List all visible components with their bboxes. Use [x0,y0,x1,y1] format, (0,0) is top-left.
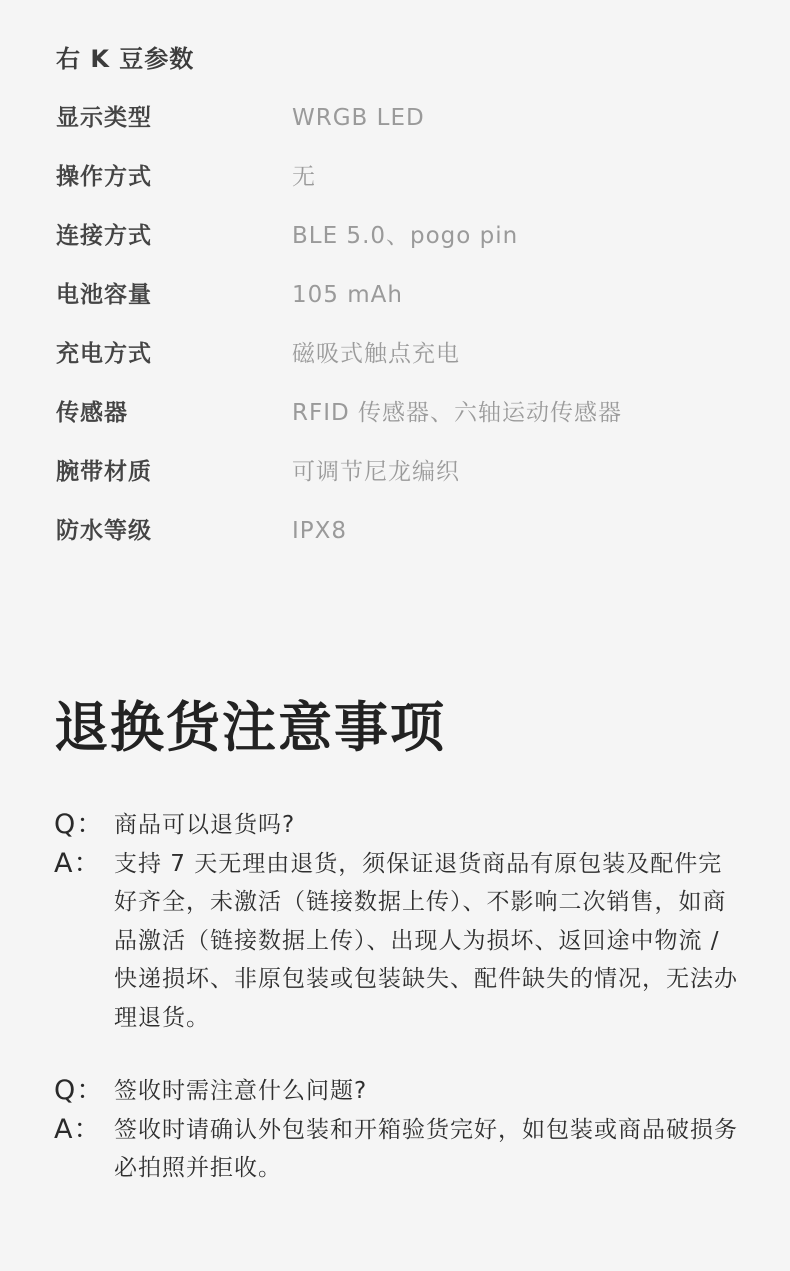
answer-marker: A： [54,847,102,879]
question-text: 签收时需注意什么问题? [114,1078,368,1104]
spec-label: 连接方式 [56,223,152,249]
spec-label: 防水等级 [56,518,152,544]
answer-line [54,1111,744,1188]
question-marker: Q： [54,809,105,840]
spec-value: RFID 传感器、六轴运动传感器 [292,400,623,426]
spec-heading: 右 K 豆参数 [56,45,195,73]
spec-row [56,274,756,333]
spec-label: 腕带材质 [56,459,152,485]
spec-row [56,510,756,569]
question-text: 商品可以退货吗? [114,812,296,838]
spec-row [56,156,756,215]
question-line [54,806,744,845]
spec-value: WRGB LED [292,105,425,131]
qa-list [54,806,744,1223]
question-marker: Q： [54,1075,105,1106]
answer-text: 签收时请确认外包装和开箱验货完好，如包装或商品破损务必拍照并拒收。 [114,1116,738,1181]
spec-value: IPX8 [292,518,348,544]
spec-row [56,215,756,274]
question-line [54,1072,744,1111]
spec-row [56,97,756,156]
spec-value: 105 mAh [292,282,403,308]
spec-label: 操作方式 [56,164,152,190]
answer-text: 支持 7 天无理由退货，须保证退货商品有原包装及配件完好齐全，未激活（链接数据上传）、不影响二次销售，如商品激活（链接数据上传）、出现人为损坏、返回途中物流 / 快递损坏、非原包装或包装缺失、配件缺失的情况，无法办理退货。 [114,850,738,1031]
spec-row [56,451,756,510]
notice-title: 退换货注意事项 [54,696,446,759]
spec-row [56,333,756,392]
spec-label: 充电方式 [56,341,152,367]
spec-label: 电池容量 [56,282,152,308]
qa-item [54,806,744,1037]
spec-value: BLE 5.0、pogo pin [292,223,519,249]
qa-item [54,1072,744,1188]
spec-row [56,392,756,451]
spec-value: 无 [292,164,316,190]
answer-marker: A： [54,1113,102,1145]
answer-line [54,845,744,1038]
spec-label: 传感器 [56,400,128,426]
spec-section [56,38,756,569]
spec-value: 磁吸式触点充电 [292,341,460,367]
spec-value: 可调节尼龙编织 [292,459,460,485]
spec-label: 显示类型 [56,105,152,131]
